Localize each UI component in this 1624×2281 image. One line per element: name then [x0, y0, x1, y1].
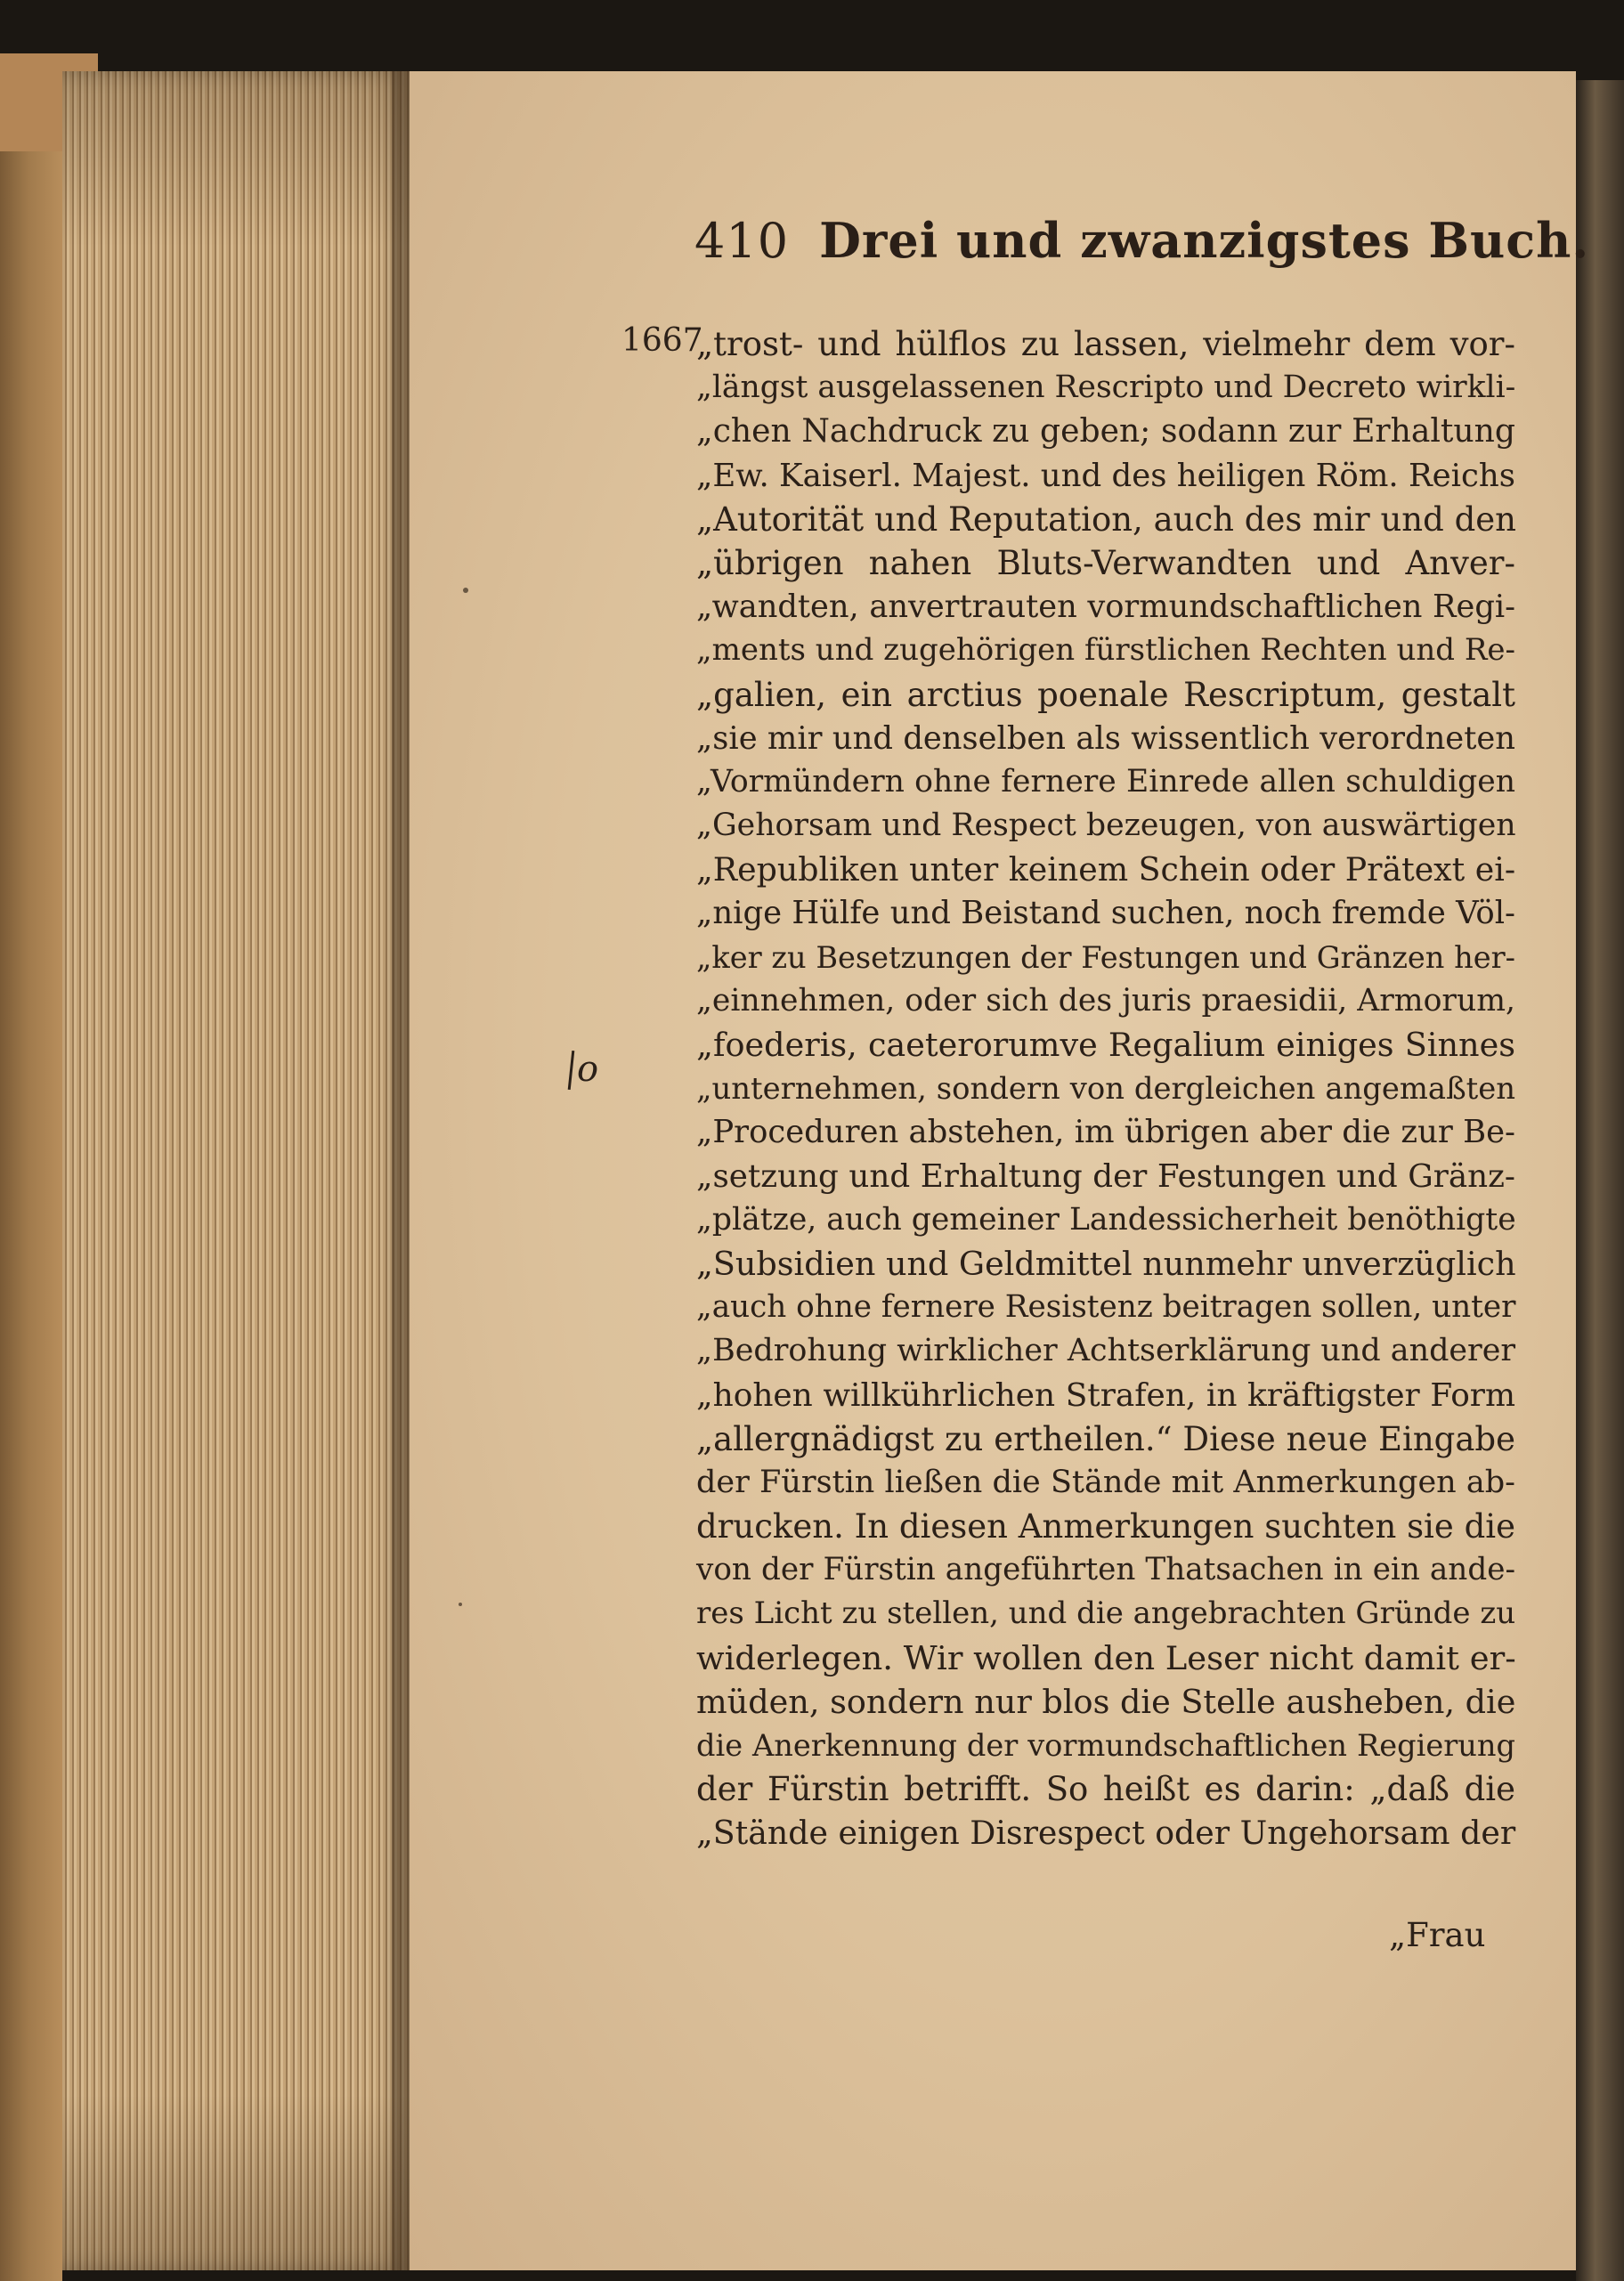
text-line: „Bedrohung wirklicher Achtserklärung und anderer	[696, 1333, 1516, 1369]
text-line: „ker zu Besetzungen der Festungen und Gränzen her-	[696, 939, 1515, 975]
text-line: der Fürstin betrifft. So heißt es darin: „daß die	[696, 1770, 1515, 1809]
text-line: „Vormündern ohne fernere Einrede allen schuldigen	[696, 763, 1515, 800]
text-line: „Ew. Kaiserl. Majest. und des heiligen Röm. Reichs	[696, 457, 1515, 494]
text-line: „übrigen nahen Bluts-Verwandten und Anver-	[696, 543, 1515, 582]
text-line: „längst ausgelassenen Rescripto und Decreto wirkli-	[696, 369, 1516, 406]
text-line: von der Fürstin angeführten Thatsachen in ein ande-	[696, 1552, 1515, 1588]
text-line: „allergnädigst zu ertheilen.“ Diese neue Eingabe	[696, 1419, 1515, 1458]
facing-page-edge	[1576, 80, 1624, 2281]
text-line: „chen Nachdruck zu geben; sodann zur Erhaltung	[696, 412, 1515, 451]
page-block-edges	[62, 71, 410, 2270]
header-title: Drei und zwanzigstes Buch.	[819, 212, 1590, 269]
text-line: „sie mir und denselben als wissentlich verordneten	[696, 719, 1515, 757]
text-line: „plätze, auch gemeiner Landessicherheit benöthigte	[696, 1201, 1516, 1238]
text-line: „Proceduren abstehen, im übrigen aber die zur Be-	[696, 1114, 1515, 1151]
text-line: „auch ohne fernere Resistenz beitragen sollen, unter	[696, 1289, 1516, 1326]
text-line: „Autorität und Reputation, auch des mir und den	[696, 499, 1516, 539]
running-header	[694, 212, 1589, 269]
text-line: „galien, ein arctius poenale Rescriptum, gestalt	[696, 675, 1515, 714]
paper-spot	[463, 588, 468, 593]
text-line: widerlegen. Wir wollen den Leser nicht damit er-	[696, 1638, 1516, 1677]
margin-year: 1667	[621, 322, 703, 359]
text-line: „unternehmen, sondern von dergleichen angemaßten	[696, 1071, 1515, 1107]
text-line: „Republiken unter keinem Schein oder Prätext ei-	[696, 850, 1516, 889]
handwritten-margin-note: o	[577, 1049, 599, 1090]
text-line: drucken. In diesen Anmerkungen suchten sie die	[696, 1507, 1515, 1546]
text-line: „wandten, anvertrauten vormundschaftlichen Regi-	[696, 589, 1515, 626]
text-line: „ments und zugehörigen fürstlichen Rechten und Re-	[696, 632, 1516, 669]
page-body-text	[696, 322, 1515, 1855]
paper-spot	[459, 1603, 462, 1606]
text-line: „trost- und hülflos zu lassen, vielmehr dem vor-	[696, 325, 1515, 363]
text-line: „foederis, caeterorumve Regalium einiges Sinnes	[696, 1026, 1515, 1064]
book-cover-edge	[0, 53, 62, 2281]
text-line: die Anerkennung der vormundschaftlichen Regierung	[696, 1728, 1515, 1763]
text-line: „setzung und Erhaltung der Festungen und Gränz-	[696, 1157, 1515, 1195]
catchword: „Frau	[1389, 1916, 1486, 1954]
text-line: der Fürstin ließen die Stände mit Anmerkungen ab-	[696, 1464, 1515, 1500]
page-number: 410	[694, 213, 790, 269]
text-line: müden, sondern nur blos die Stelle ausheben, die	[696, 1682, 1516, 1721]
text-line: res Licht zu stellen, und die angebrachten Gründe zu	[696, 1595, 1516, 1632]
text-line: „einnehmen, oder sich des juris praesidii, Armorum,	[696, 982, 1515, 1019]
text-line: „Stände einigen Disrespect oder Ungehorsam der	[696, 1814, 1516, 1853]
text-line: „Subsidien und Geldmittel nunmehr unverzüglich	[696, 1244, 1516, 1283]
text-line: „nige Hülfe und Beistand suchen, noch fremde Völ-	[696, 895, 1515, 932]
text-line: „hohen willkührlichen Strafen, in kräftigster Form	[696, 1376, 1515, 1414]
text-line: „Gehorsam und Respect bezeugen, von auswärtigen	[696, 808, 1516, 844]
